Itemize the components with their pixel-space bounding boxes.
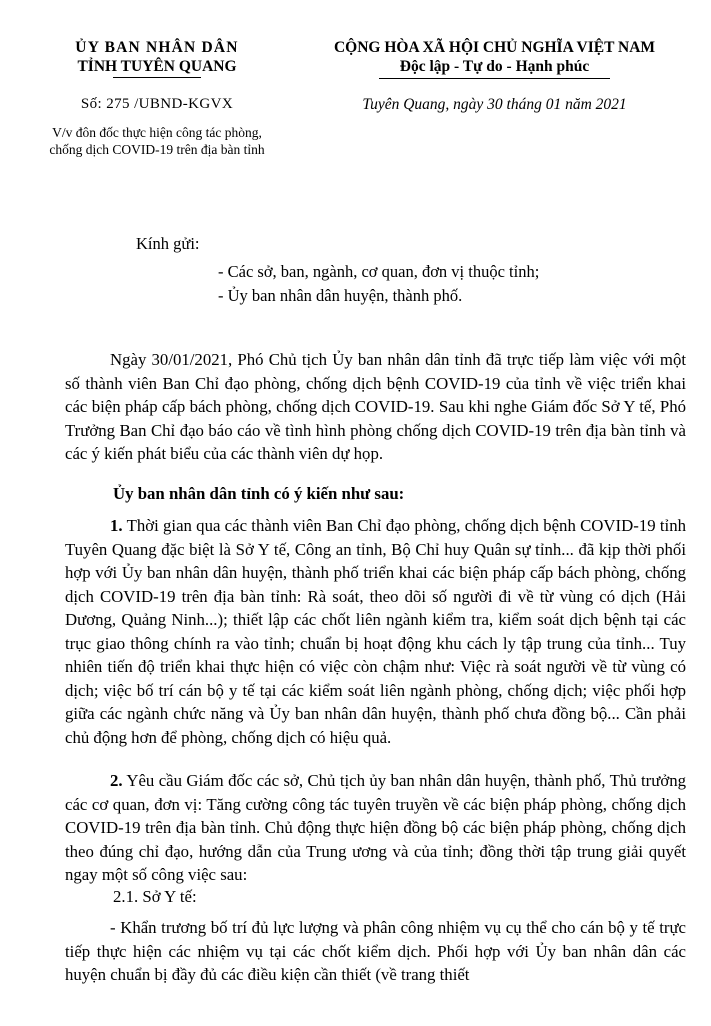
nation-line-2: Độc lập - Tự do - Hạnh phúc: [399, 58, 590, 75]
section-2-1-title: 2.1. Sở Y tế:: [113, 887, 197, 906]
item-1-number: 1.: [110, 516, 123, 535]
national-motto: [302, 38, 687, 76]
motto-underline: [379, 78, 610, 79]
item-2-paragraph: 2. Yêu cầu Giám đốc các sở, Chủ tịch ủy ban nhân dân huyện, thành phố, Thủ trưởng các cơ quan, đơn vị: Tăng cường công tác tuyên truyền về các biện pháp phòng, chống dịch COVID-19 trên địa bàn tỉnh. Chủ động thực hiện đồng bộ các biện pháp phòng, chống dịch theo đúng chỉ đạo, hướng dẫn của Trung ương và của tỉnh; đồng thời tập trung giải quyết ngay một số công việc sau:: [65, 771, 686, 884]
nation-line-1: CỘNG HÒA XÃ HỘI CHỦ NGHĨA VIỆT NAM: [333, 39, 656, 56]
place-and-date: Tuyên Quang, ngày 30 tháng 01 năm 2021: [362, 96, 627, 113]
intro-paragraph: Ngày 30/01/2021, Phó Chủ tịch Ủy ban nhân dân tỉnh đã trực tiếp làm việc với một số thành viên Ban Chỉ đạo phòng, chống dịch bệnh COVID-19 của tỉnh về việc triển khai các biện pháp cấp bách phòng, chống dịch COVID-19. Sau khi nghe Giám đốc Sở Y tế, Phó Trưởng Ban Chỉ đạo báo cáo về tình hình phòng chống dịch COVID-19 trên địa bàn tỉnh và các ý kiến phát biểu của các thành viên dự họp.: [65, 350, 686, 463]
recipient-item: - Các sở, ban, ngành, cơ quan, đơn vị thuộc tỉnh;: [218, 262, 540, 281]
section-2-1-paragraph: - Khẩn trương bố trí đủ lực lượng và phân công nhiệm vụ cụ thể cho cán bộ y tế trực tiếp thực hiện các nhiệm vụ tại các chốt kiểm dịch. Phối hợp với Ủy ban nhân dân các huyện chuẩn bị đầy đủ các điều kiện cần thiết (về trang thiết: [65, 918, 686, 984]
opinion-heading: Ủy ban nhân dân tỉnh có ý kiến như sau:: [113, 484, 405, 503]
recipient-item: - Ủy ban nhân dân huyện, thành phố.: [218, 286, 463, 305]
document-subject: [12, 124, 302, 158]
issuing-authority: [22, 38, 292, 76]
subject-line-2: chống dịch COVID-19 trên địa bàn tỉnh: [49, 142, 265, 157]
item-2-number: 2.: [110, 771, 123, 790]
authority-line-2: TỈNH TUYÊN QUANG: [77, 58, 237, 75]
greeting-label: Kính gửi:: [136, 234, 200, 253]
authority-line-1: ỦY BAN NHÂN DÂN: [75, 39, 239, 56]
authority-underline: [113, 77, 201, 78]
document-number: Số: 275 /UBND-KGVX: [80, 96, 234, 112]
subject-line-1: V/v đôn đốc thực hiện công tác phòng,: [52, 125, 262, 140]
item-1-paragraph: 1. Thời gian qua các thành viên Ban Chỉ đạo phòng, chống dịch bệnh COVID-19 tỉnh Tuyên Quang đặc biệt là Sở Y tế, Công an tỉnh, Bộ Chỉ huy Quân sự tỉnh... đã kịp thời phối hợp với Ủy ban nhân dân huyện, thành phố triển khai các biện pháp cấp bách phòng, chống dịch COVID-19 trên địa bàn tỉnh: Rà soát, theo dõi số người đi về từ vùng có dịch (Hải Dương, Quảng Ninh...); thiết lập các chốt liên ngành kiểm tra, kiểm soát dịch bệnh tại các trục giao thông chính ra vào tỉnh; chuẩn bị hoạt động khu cách ly tập trung của tỉnh... Tuy nhiên tiến độ triển khai thực hiện có việc còn chậm như: Việc rà soát người về từ vùng có dịch; việc bố trí cán bộ y tế tại các kiểm soát liên ngành phòng, chống dịch; việc phối hợp giữa các ngành chức năng và Ủy ban nhân dân huyện, thành phố chưa đồng bộ... Cần phải chủ động hơn để phòng, chống dịch có hiệu quả.: [65, 516, 686, 747]
